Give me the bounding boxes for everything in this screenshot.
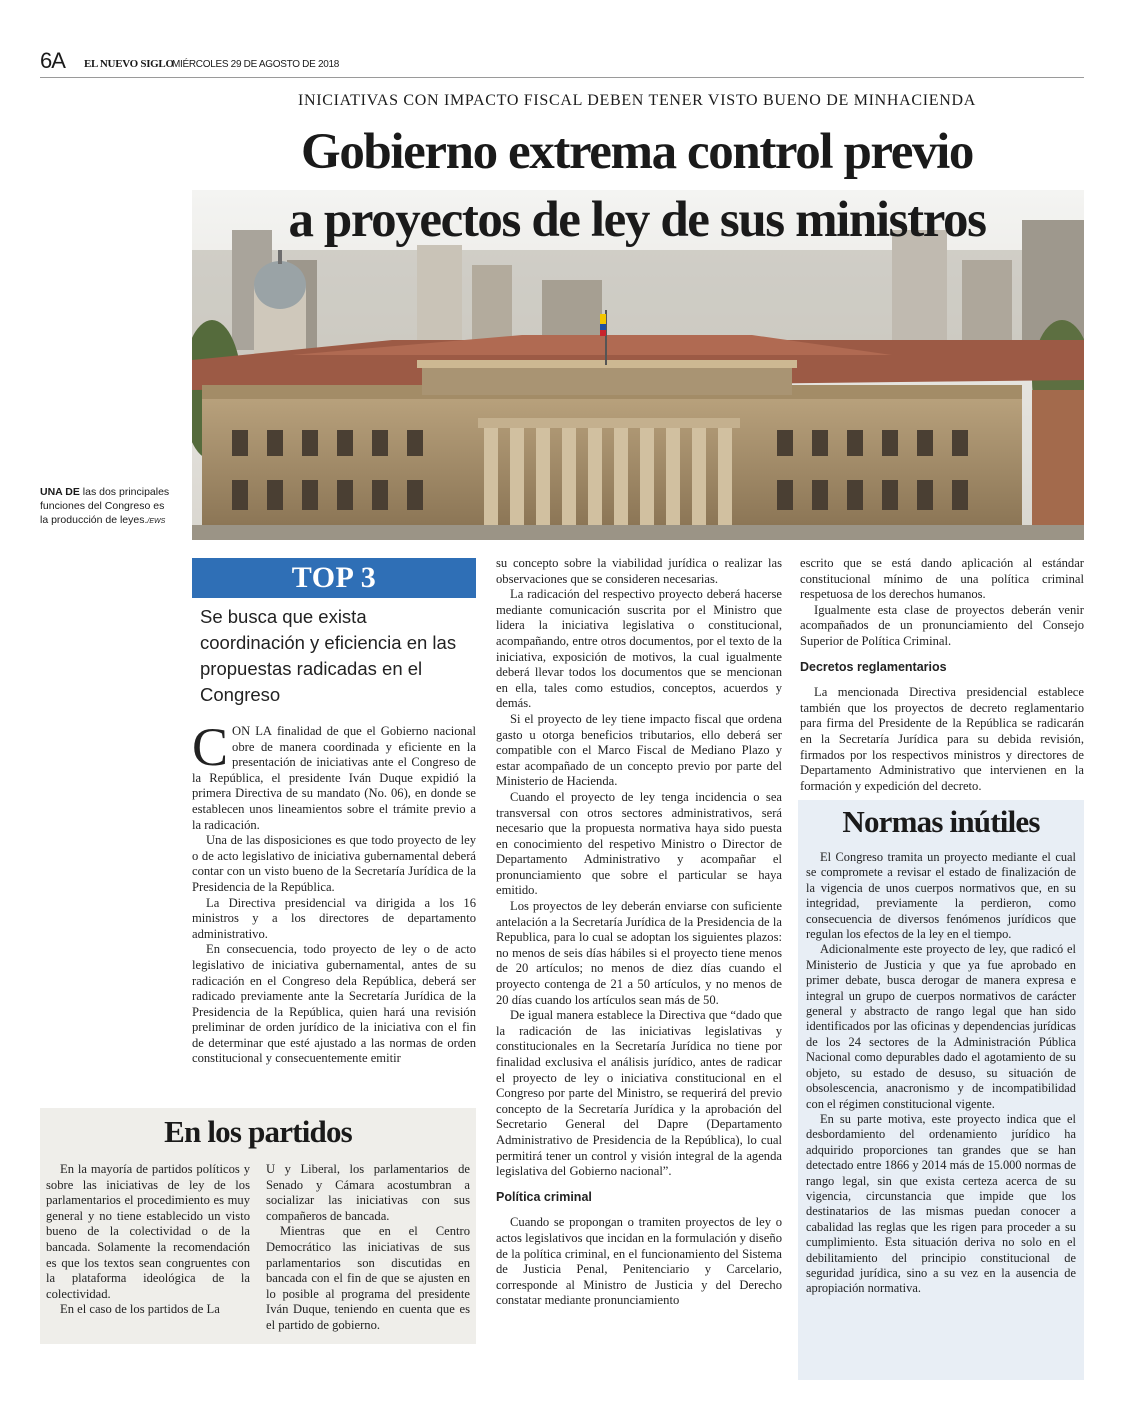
page-header: [40, 48, 1084, 78]
masthead: EL NUEVO SIGLO: [84, 58, 174, 70]
top3-summary: Se busca que exista coordinación y eficiencia en las propuestas radicadas en el Congreso: [200, 606, 457, 705]
paragraph: Adicionalmente este proyecto de ley, que radicó el Ministerio de Justicia y que ya fue aprobado en primer debate, busca derogar de manera expresa e integral un grupo de cuerpos normativos de carácter general y abstracto de rango legal que han sido identificados por las oficinas y dependencias jurídicas de los 24 sectores de la Administración Pública Nacional como depurables dado el agotamiento de su objeto, su estado de desuso, su situación de obsolescencia, anacronismo y de incompatibilidad con el régimen constitucional vigente.: [806, 942, 1076, 1111]
paragraph: El Congreso tramita un proyecto mediante el cual se compromete a revisar el estado de finalización de la vigencia de unos cuerpos normativos que, en su integridad, previamente la perdieron, como consecuencia de diversos fenómenos jurídicos que regulan los efectos de la ley en el tiempo.: [806, 850, 1076, 942]
headline-line-1: Gobierno extrema control previo: [301, 124, 973, 180]
page-number: 6A: [40, 48, 65, 73]
sidebar-en-los-partidos: [40, 1108, 476, 1344]
article-column-2: [496, 556, 782, 1309]
paragraph: Los proyectos de ley deberán enviarse con suficiente antelación a la Secretaría Jurídica de la Presidencia de la Republica, para lo cual se adoptan los siguientes plazos: no menos de seis días hábiles si el proyecto tiene menos de 20 artículos; no menos de diez días cuando el proyecto contenga de 21 a 50 artículos, y no menos de 20 días cuando los artículos sean más de 50.: [496, 899, 782, 1007]
sidebar-body: [806, 850, 1076, 1297]
paragraph: Cuando se propongan o tramiten proyectos de ley o actos legislativos que incidan en la formulación y diseño de la política criminal, en el funcionamiento del Sistema de Justicia Penal, Penitenciario y Carcelario, corresponde al Ministro de Justicia y del Derecho constatar mediante pronunciamiento: [496, 1215, 782, 1308]
paragraph-text: finalidad de que el Gobierno nacional obre de manera coordinada y eficiente en la presentación de iniciativas ante el Congreso de la República, el presidente Iván Duque expidió la primera Directiva de su mandato (No. 06), en donde se establecen unos lineamientos sobre el trámite previo a la radicación.: [192, 724, 476, 832]
sidebar-normas-inutiles: [798, 800, 1084, 1380]
paragraph: En su parte motiva, este proyecto indica que el desbordamiento del ordenamiento jurídico ha adquirido proporciones tan grandes que se han detectado entre 1866 y 2014 más de 15.000 normas de rango legal, sin que exista certeza acerca de su vigencia, circunstancia que impide que los destinatarios de las mismas puedan conocer a cabalidad las reglas que les rigen para proceder a su cumplimiento. Esta situación deriva no solo en el debilitamiento del principio constitucional de seguridad jurídica, sino a su vez en la ausencia de apropiación normativa.: [806, 1111, 1076, 1296]
article-column-1: [192, 717, 476, 1067]
paragraph: En consecuencia, todo proyecto de ley o de acto legislativo de iniciativa gubernamental, antes de su radicación en el Congreso dela República, deberá ser radicado previamente ante la Secretaría Jurídica de la Presidencia de la República, quien hará una revisión preliminar de orden jurídico de la iniciativa con el fin de determinar que esté ajustado a las normas de orden constitucional y consecuentemente emitir: [192, 942, 476, 1066]
paragraph: La Directiva presidencial va dirigida a los 16 ministros y a los directores de departamento administrativo.: [192, 895, 476, 941]
top3-banner: TOP 3: [192, 558, 476, 598]
subhead-decretos: Decretos reglamentarios: [800, 659, 947, 674]
paragraph: En la mayoría de partidos políticos y sobre las iniciativas de ley de los parlamentarios el procedimiento es muy general y no tiene establecido un visto bueno de la colectividad o de la bancada. Solamente la recomendación es que los textos sean congruentes con la plataforma ideológica de la colectividad.: [46, 1162, 250, 1301]
lead-in-caps: ON LA: [232, 724, 272, 738]
paragraph: su concepto sobre la viabilidad jurídica o realizar las observaciones que se consideren necesarias.: [496, 556, 782, 586]
paragraph: La mencionada Directiva presidencial establece también que los proyectos de decreto reglamentario para firma del Presidente de la República se radicarán en la Secretaría Jurídica para su debida revisión, firmados por los respectivos ministros y directores de Departamento Administrativo que intervienen en la formación y expedición del decreto.: [800, 685, 1084, 793]
issue-date: MIÉRCOLES 29 DE AGOSTO DE 2018: [172, 59, 339, 70]
article-column-3: [800, 556, 1084, 794]
caption-lead: UNA DE: [40, 486, 80, 498]
paragraph: Igualmente esta clase de proyectos deberán venir acompañados de un pronunciamiento del Consejo Superior de Política Criminal.: [800, 602, 1084, 648]
sidebar-column-1: [46, 1162, 250, 1318]
photo-caption: [40, 485, 172, 529]
article-kicker: INICIATIVAS CON IMPACTO FISCAL DEBEN TENER VISTO BUENO DE MINHACIENDA: [297, 92, 977, 109]
paragraph: De igual manera establece la Directiva que “dado que la radicación de las iniciativas legislativas y constitucionales en la Secretaría Jurídica no tiene por finalidad exclusiva el análisis jurídico, antes de radicar el proyecto de ley o iniciativa constitucional en el Congreso por parte del Ministro, se requerirá del previo concepto de la Secretaría Jurídica y la aprobación del Secretario General del Dapre (Departamento Administrativo de Presidencia de la República), lo cual permitirá tener un control y visión integral de la agenda legislativa del Gobierno nacional”.: [496, 1008, 782, 1179]
subhead-politica-criminal: Política criminal: [496, 1189, 592, 1204]
sidebar-column-2: [266, 1162, 470, 1334]
sidebar-title: Normas inútiles: [842, 804, 1040, 839]
headline-line-2: a proyectos de ley de sus ministros: [288, 192, 986, 248]
paragraph: En el caso de los partidos de La: [60, 1302, 220, 1317]
paragraph: Si el proyecto de ley tiene impacto fiscal que ordena gasto u otorga beneficios tributarios, ello deberá ser compatible con el Marco Fiscal de Mediano Plazo y estar acompañado de un concepto previo por parte del Ministerio de Hacienda.: [496, 711, 782, 789]
sidebar-title: En los partidos: [164, 1114, 352, 1149]
drop-cap: C: [192, 717, 229, 777]
paragraph: Mientras que en el Centro Democrático las iniciativas de sus parlamentarios son discutidas en bancada con el fin de que se ajusten en lo posible al programa del presidente Iván Duque, teniendo en cuenta que es el partido de gobierno.: [266, 1224, 470, 1332]
paragraph: Cuando el proyecto de ley tenga incidencia o sea transversal con otros sectores administrativos, será necesario que la propuesta normativa haya sido puesta en conocimiento del respetivo Ministro o Director de Departamento Administrativo y acompañar el pronunciamiento que sobre el particular se haya emitido.: [496, 789, 782, 898]
article-headline: [190, 118, 1084, 254]
caption-text: las dos principales funciones del Congreso es la producción de leyes.: [40, 486, 170, 526]
paragraph: Una de las disposiciones es que todo proyecto de ley o de acto legislativo de iniciativa gubernamental deberá contar con un visto bueno de la Secretaría Jurídica de la Presidencia de la República.: [192, 833, 476, 894]
paragraph: U y Liberal, los parlamentarios de Senado y Cámara acostumbran a socializar las iniciativas con sus compañeros de bancada.: [266, 1162, 470, 1223]
paragraph: escrito que se está dando aplicación al estándar constitucional mínimo de una política criminal respetuosa de los derechos humanos.: [800, 556, 1084, 602]
paragraph: [192, 717, 476, 833]
paragraph: La radicación del respectivo proyecto deberá hacerse mediante comunicación suscrita por el Ministro que lidera la iniciativa legislativa o constitucional, acompañando, entre otros documentos, por el texto de la iniciativa, exposición de motivos, la cual igualmente deberá llevar todos los documentos que se mencionan en ella, tales como estudios, conceptos, acuerdos y demás.: [496, 587, 782, 711]
photo-credit: /EWS: [147, 518, 166, 525]
